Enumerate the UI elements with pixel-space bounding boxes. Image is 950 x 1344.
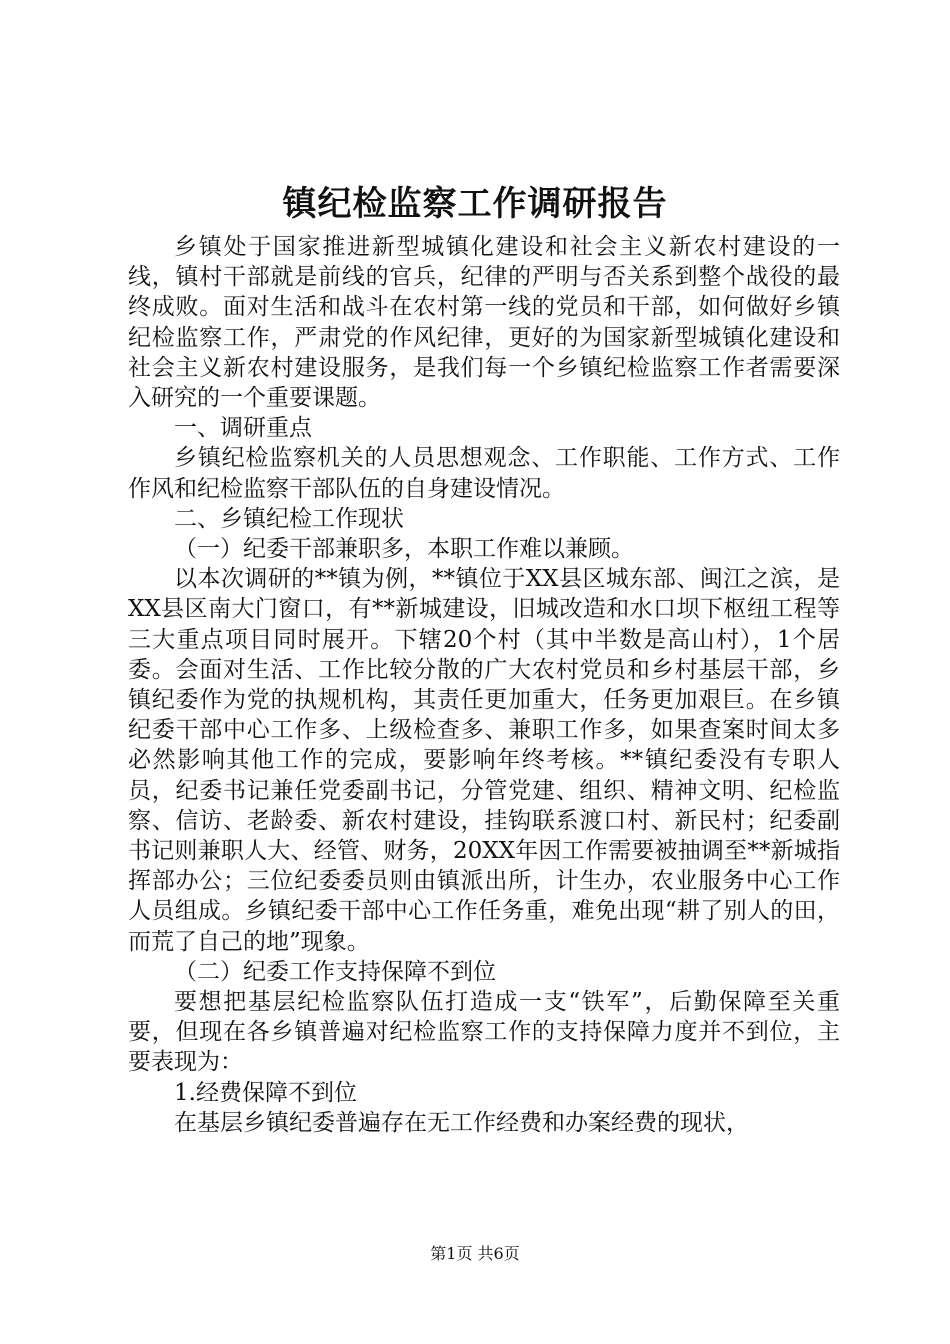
document-body <box>128 232 840 1138</box>
paragraph-case-study: 以本次调研的**镇为例，**镇位于XX县区城东部、闽江之滨，是XX县区南大门窗口，有**新城建设，旧城改造和水口坝下枢纽工程等三大重点项目同时展开。下辖20个村（其中半数是高山村），1个居委。会面对生活、工作比较分散的广大农村党员和乡村基层干部，乡镇纪委作为党的执规机构，其责任更加重大，任务更加艰巨。在乡镇纪委干部中心工作多、上级检查多、兼职工作多，如果查案时间太多必然影响其他工作的完成，要影响年终考核。**镇纪委没有专职人员，纪委书记兼任党委副书记，分管党建、组织、精神文明、纪检监察、信访、老龄委、新农村建设，挂钩联系渡口村、新民村；纪委副书记则兼职人大、经管、财务，20XX年因工作需要被抽调至**新城指挥部办公；三位纪委委员则由镇派出所，计生办，农业服务中心工作人员组成。乡镇纪委干部中心工作任务重，难免出现“耕了别人的田，而荒了自己的地”现象。 <box>128 566 840 955</box>
heading-research-focus: 一、调研重点 <box>174 415 312 442</box>
subheading-support: （二）纪委工作支持保障不到位 <box>174 958 496 985</box>
page-footer: 第1页 共6页 <box>430 1244 520 1263</box>
paragraph-intro: 乡镇处于国家推进新型城镇化建设和社会主义新农村建设的一线，镇村干部就是前线的官兵，纪律的严明与否关系到整个战役的最终成败。面对生活和战斗在农村第一线的党员和干部，如何做好乡镇纪检监察工作，严肃党的作风纪律，更好的为国家新型城镇化建设和社会主义新农村建设服务，是我们每一个乡镇纪检监察工作者需要深入研究的一个重要课题。 <box>128 234 840 412</box>
subheading-funding: 1.经费保障不到位 <box>174 1079 357 1106</box>
paragraph-funding: 在基层乡镇纪委普遍存在无工作经费和办案经费的现状， <box>174 1109 749 1136</box>
paragraph-research-focus: 乡镇纪检监察机关的人员思想观念、工作职能、工作方式、工作作风和纪检监察干部队伍的自身建设情况。 <box>128 445 840 502</box>
heading-current-status: 二、乡镇纪检工作现状 <box>174 505 404 532</box>
document-title: 镇纪检监察工作调研报告 <box>282 184 668 224</box>
subheading-part-time: （一）纪委干部兼职多，本职工作难以兼顾。 <box>174 536 634 563</box>
paragraph-support: 要想把基层纪检监察队伍打造成一支“铁军”，后勤保障至关重要，但现在各乡镇普遍对纪检监察工作的支持保障力度并不到位，主要表现为： <box>128 989 840 1076</box>
